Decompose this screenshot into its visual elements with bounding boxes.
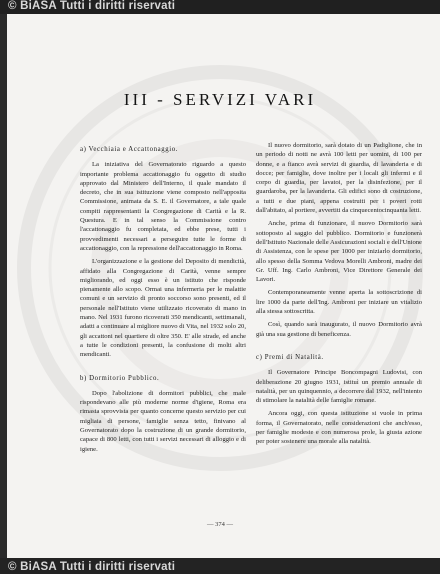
- paragraph: Contemporaneamente venne aperta la sottoscrizione di lire 1000 da parte dell'Ing. Ambroni per iniziare un vitalizio alla stessa sottoscritta.: [256, 289, 422, 316]
- section-heading-premi-natalita: c) Premi di Natalità.: [256, 353, 324, 361]
- paragraph: Dopo l'abolizione di dormitori pubblici, che male rispondevano alle più moderne norme d'igiene, Roma era rimasta sprovvista per quanto concerne questo servizio per cui migliaia di persone, famiglie senza tetto, finivano al Governatorato dopo la costruzione di un grande dormitorio, capace di 800 letti, con tutti i servizi necessari di alloggio e di igiene.: [80, 389, 246, 453]
- paragraph: Ancora oggi, con questa istituzione si vuole in prima forma, il Governatorato, nelle considerazioni che anch'esso, per famiglie modeste e con numerosa prole, la giusta azione per poter sostenere una morale alla natalità.: [256, 410, 422, 446]
- page-number: — 374 —: [207, 521, 233, 528]
- left-column: [80, 145, 246, 458]
- paragraph: Così, quando sarà inaugurato, il nuovo Dormitorio avrà già una sua gestione di beneficenza.: [256, 321, 422, 338]
- scan-edge-bottom: [0, 558, 440, 574]
- scan-edge-left: [0, 0, 7, 574]
- right-column: [256, 141, 422, 451]
- section-heading-dormitorio: b) Dormitorio Pubblico.: [80, 374, 160, 382]
- scan-edge-top: [0, 0, 440, 14]
- page-title: III - SERVIZI VARI: [123, 90, 317, 109]
- section-heading-vecchiaia: a) Vecchiaia e Accattonaggio.: [80, 146, 179, 153]
- paragraph: Anche, prima di funzionare, il nuovo Dormitorio sarà sottoposto al saggio del pubblico. Dormitorio e funzionerà dell'Istituto Nazionale delle Assicurazioni sociali e dell'Unione di Assistenza, con le spese per 1000 per iniziarlo dormitorio, allo spesso della Somma Vedova Morelli Ambroni, madre dei Gr. Uff. Ing. Carlo Ambroni, Vice Direttore Generale dei Lavori.: [256, 220, 422, 284]
- paragraph: Il Governatore Principe Boncompagni Ludovisi, con deliberazione 20 giugno 1931, istituì un premio annuale di natalità, per un quinquennio, a decorrere dal 1932, nell'intento di stimolare la natalità delle famiglie romane.: [256, 369, 422, 405]
- paragraph: L'organizzazione e la gestione del Deposito di mendicità, affidato alla Congregazione di Carità, venne sempre migliorando, ed oggi esso è un istituto che risponde pienamente allo scopo. Ormai una infermeria per le malattie comuni e un servizio di pronto soccorso sono presenti, ed il personale nell'Istituto viene utilizzato ricoverato di mano in mano. Nel 1931 furono ricoverati 350 mendicanti, settimanali, adatti a continuare al migliore nuovo di Vita, nel 1932 solo 20, gli accattoni nel quartiere di oltre 350. E' alle strade, ed anche a tutte le condizioni presenti, la confusione di molti altri mendicanti.: [80, 258, 246, 359]
- paragraph: Il nuovo dormitorio, sarà dotato di un Padiglione, che in un periodo di notti ne avrà 100 letti per uomini, di 100 per donne, e a fianco avrà servizi di guardia, di lavanderia e di docce; per famiglie, dove inoltre per i locali gli infermi e il corpo di guardia, per lavatoi, per la disinfezione, per il guardaroba, per la lavanderia. Gli edifici sono di costruzione, a tutti e due piani, appena costruiti per i poveri rotti dall'abitato, al portiere, avvertiti da cinquecentocinquanta letti.: [256, 142, 422, 215]
- paragraph: La iniziativa del Governatorato riguardo a questo importante problema accattonaggio fu oggetto di studio approvato dal Ministero dell'Interno, il quale mandato il decreto, che in sua istituzione viene composto nell'apposita Commissione, animata da S. E. il Governatore, a tale quale compiti rappresentanti la Congregazione di Carità e la R. Questura. E in tal senso la Commissione contro l'accattonaggio fu completata, ed ebbe prese, tutti i provvedimenti necessari a perseguire tutte le forme di accattonaggio, con la repressione dell'accattonaggio in Roma.: [80, 161, 246, 252]
- watermark-top: © BiASA Tutti i diritti riservati: [8, 0, 176, 12]
- watermark-bottom: © BiASA Tutti i diritti riservati: [8, 561, 176, 573]
